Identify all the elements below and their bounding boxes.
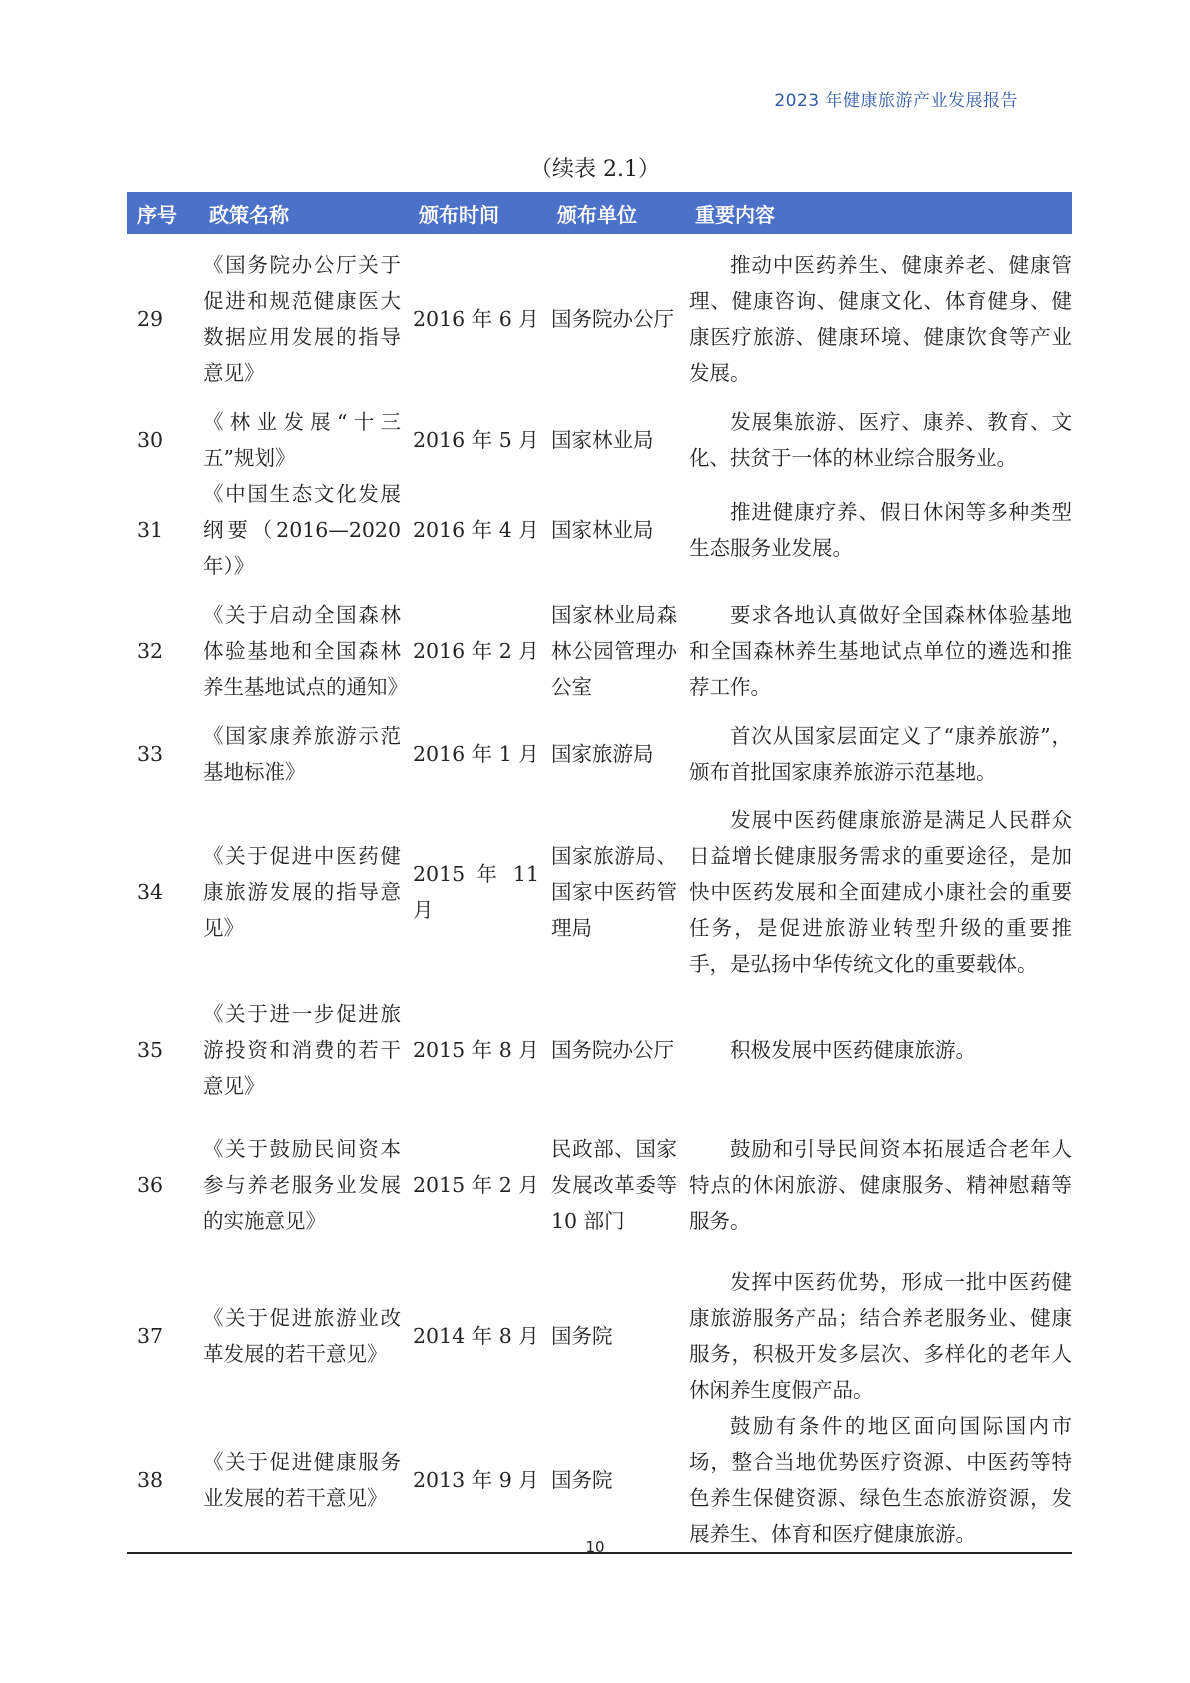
policy-name: 《关于促进旅游业改革发展的若干意见》 [203,1306,401,1366]
issue-date: 2015 年 8 月 [413,1038,539,1062]
row-number: 38 [127,1408,197,1553]
issuer: 国务院 [545,1408,683,1553]
table-row [127,584,1072,718]
table-row [127,1264,1072,1408]
row-number: 31 [137,518,164,542]
issue-date: 2013 年 9 月 [407,1408,545,1553]
policy-table [127,192,1072,1554]
page-number: 10 [585,1538,605,1556]
column-header-issuer: 颁布单位 [545,192,683,234]
policy-name: 《关于促进健康服务业发展的若干意见》 [197,1408,407,1553]
table-row [127,994,1072,1106]
policy-name: 《关于鼓励民间资本参与养老服务业发展的实施意见》 [203,1137,401,1233]
issuer: 国家林业局 [551,428,654,452]
issue-date: 2015 年 11 月 [413,862,539,922]
table-row [127,234,1072,404]
row-number: 35 [137,1038,164,1062]
issue-date: 2015 年 2 月 [413,1173,539,1197]
issuer: 民政部、国家发展改革委等 10 部门 [551,1137,677,1233]
row-number: 32 [137,639,164,663]
key-content: 鼓励和引导民间资本拓展适合老年人特点的休闲旅游、健康服务、精神慰藉等服务。 [689,1137,1072,1233]
key-content: 发展中医药健康旅游是满足人民群众日益增长健康服务需求的重要途径，是加快中医药发展和全面建成小康社会的重要任务，是促进旅游业转型升级的重要推手，是弘扬中华传统文化的重要载体。 [689,808,1072,976]
column-header-issue-date: 颁布时间 [407,192,545,234]
policy-name: 《关于促进中医药健康旅游发展的指导意见》 [203,844,401,940]
issue-date: 2016 年 1 月 [413,742,539,766]
key-content: 鼓励有条件的地区面向国际国内市场，整合当地优势医疗资源、中医药等特色养生保健资源、绿色生态旅游资源，发展养生、体育和医疗健康旅游。 [683,1408,1072,1553]
table-row [127,718,1072,790]
row-number: 34 [137,880,164,904]
row-number: 29 [137,307,164,331]
issue-date: 2016 年 4 月 [413,518,539,542]
key-content: 首次从国家层面定义了“康养旅游”，颁布首批国家康养旅游示范基地。 [689,724,1072,784]
issuer: 国务院办公厅 [551,1038,674,1062]
column-header-policy-name: 政策名称 [197,192,407,234]
table-row [127,790,1072,994]
key-content: 推动中医药养生、健康养老、健康管理、健康咨询、健康文化、体育健身、健康医疗旅游、健康环境、健康饮食等产业发展。 [689,253,1072,385]
table-row [127,476,1072,584]
issuer: 国家旅游局、国家中医药管理局 [551,844,677,940]
issuer: 国务院办公厅 [551,307,674,331]
key-content: 发展集旅游、医疗、康养、教育、文化、扶贫于一体的林业综合服务业。 [689,410,1072,470]
row-number: 33 [137,742,164,766]
issuer: 国家林业局森林公园管理办公室 [551,603,677,699]
row-number: 36 [137,1173,164,1197]
policy-name: 《关于启动全国森林体验基地和全国森林养生基地试点的通知》 [203,603,408,699]
key-content: 积极发展中医药健康旅游。 [730,1038,976,1062]
column-header-content: 重要内容 [683,192,1072,234]
issue-date: 2014 年 8 月 [413,1324,539,1348]
policy-name: 《关于进一步促进旅游投资和消费的若干意见》 [203,1002,401,1098]
table-caption: （续表 2.1） [530,157,660,182]
policy-name: 《林业发展“十三五”规划》 [203,410,401,470]
key-content: 要求各地认真做好全国森林体验基地和全国森林养生基地试点单位的遴选和推荐工作。 [689,603,1072,699]
key-content: 发挥中医药优势，形成一批中医药健康旅游服务产品；结合养老服务业、健康服务，积极开发多层次、多样化的老年人休闲养生度假产品。 [689,1270,1072,1402]
issue-date: 2016 年 2 月 [413,639,539,663]
issuer: 国务院 [551,1324,613,1348]
key-content: 推进健康疗养、假日休闲等多种类型生态服务业发展。 [689,500,1072,560]
table-row [127,1106,1072,1264]
issue-date: 2016 年 5 月 [413,428,539,452]
running-header: 2023 年健康旅游产业发展报告 [774,91,1018,111]
policy-name: 《国务院办公厅关于促进和规范健康医大数据应用发展的指导意见》 [203,253,401,385]
column-header-number: 序号 [127,192,197,234]
issuer: 国家林业局 [551,518,654,542]
policy-name: 《中国生态文化发展纲要（2016—2020 年）》 [203,482,401,578]
row-number: 30 [137,428,164,452]
policy-name: 《国家康养旅游示范基地标准》 [203,724,401,784]
row-number: 37 [137,1324,164,1348]
issuer: 国家旅游局 [551,742,654,766]
table-row [127,404,1072,476]
table-header-row [127,192,1072,234]
issue-date: 2016 年 6 月 [413,307,539,331]
table-row [127,1408,1072,1553]
